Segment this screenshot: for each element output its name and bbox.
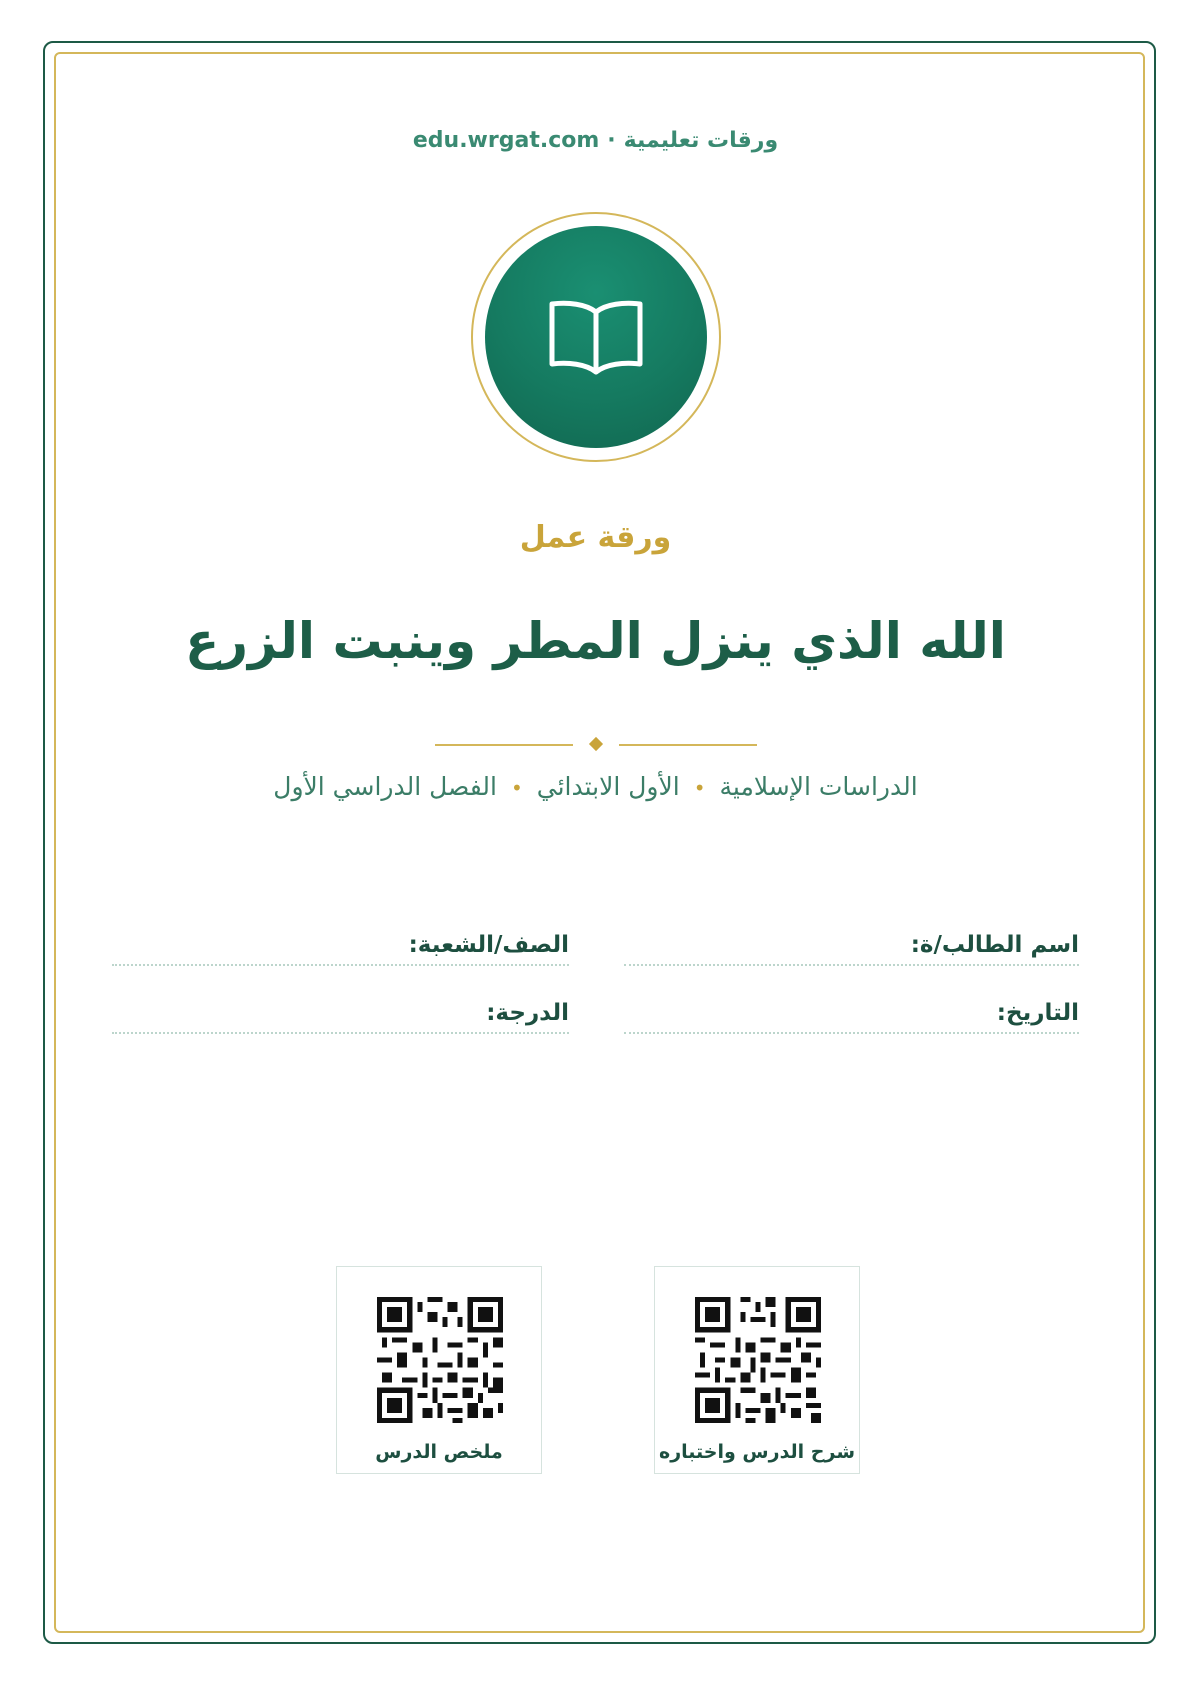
qr-card-explanation[interactable] <box>654 1266 860 1474</box>
date-field[interactable] <box>624 994 1079 1034</box>
site-separator: · <box>607 128 616 153</box>
grade-label: الأول الابتدائي <box>536 772 680 801</box>
student-name-field[interactable] <box>624 926 1079 966</box>
bullet-icon: • <box>510 776 523 800</box>
ornament-divider <box>435 738 757 750</box>
divider-line-left <box>435 744 573 746</box>
course-meta <box>0 772 1191 801</box>
site-header <box>0 128 1191 153</box>
qr-caption: ملخص الدرس <box>375 1441 503 1463</box>
site-name: ورقات تعليمية <box>623 128 779 153</box>
grade-score-field[interactable] <box>112 994 569 1034</box>
date-label: التاريخ: <box>996 1000 1079 1026</box>
qr-code-icon[interactable] <box>377 1297 503 1423</box>
class-section-field[interactable] <box>112 926 569 966</box>
grade-score-label: الدرجة: <box>486 1000 569 1026</box>
emblem-circle <box>485 226 707 448</box>
term-label: الفصل الدراسي الأول <box>273 772 497 801</box>
subject-label: الدراسات الإسلامية <box>719 772 918 801</box>
worksheet-label: ورقة عمل <box>519 520 672 555</box>
divider-line-right <box>619 744 757 746</box>
qr-code-icon[interactable] <box>695 1297 821 1423</box>
page-title: الله الذي ينزل المطر وينبت الزرع <box>185 612 1006 670</box>
diamond-icon <box>589 737 603 751</box>
qr-caption: شرح الدرس واختباره <box>658 1441 856 1463</box>
open-book-icon <box>548 298 644 378</box>
student-name-label: اسم الطالب/ة: <box>910 932 1079 958</box>
site-url[interactable]: edu.wrgat.com <box>412 128 600 153</box>
qr-card-summary[interactable] <box>336 1266 542 1474</box>
bullet-icon: • <box>693 776 706 800</box>
class-section-label: الصف/الشعبة: <box>408 932 569 958</box>
